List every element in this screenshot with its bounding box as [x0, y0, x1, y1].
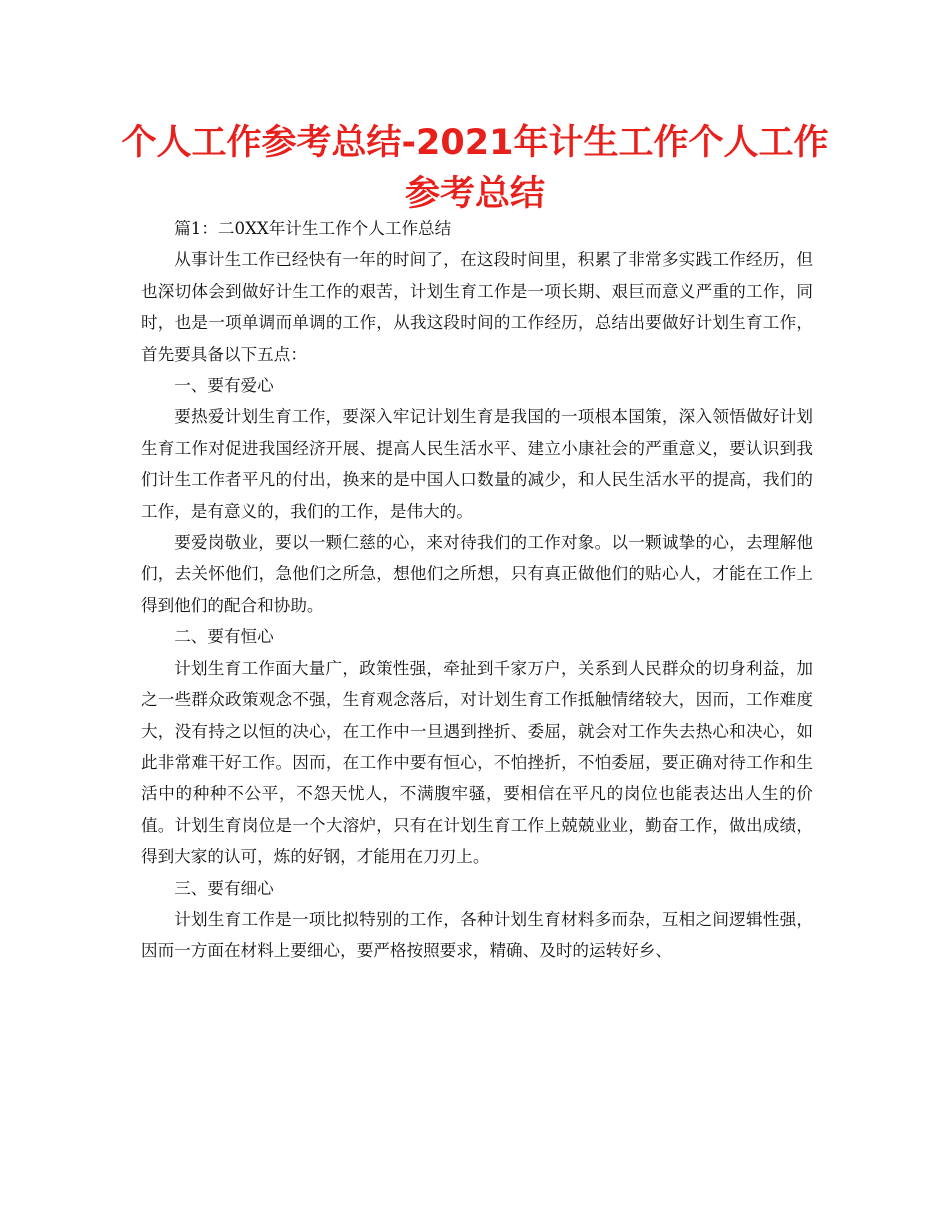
paragraph-love-2: 要爱岗敬业，要以一颗仁慈的心，来对待我们的工作对象。以一颗诚挚的心，去理解他们，去关怀他们，急他们之所急，想他们之所想，只有真正做他们的贴心人，才能在工作上得到他们的配合和协助。 — [141, 533, 813, 615]
section-heading-carefulness: 三、要有细心 — [174, 878, 274, 898]
section-heading-love: 一、要有爱心 — [174, 376, 274, 396]
paragraph-love-1: 要热爱计划生育工作，要深入牢记计划生育是我国的一项根本国策，深入领悟做好计划生育工作对促进我国经济开展、提高人民生活水平、建立小康社会的严重意义，要认识到我们计生工作者平凡的付出，换来的是中国人口数量的减少，和人民生活水平的提高，我们的工作，是有意义的，我们的工作，是伟大的。 — [141, 407, 813, 521]
document-title: 个人工作参考总结-2021年计生工作个人工作参考总结 — [121, 123, 829, 214]
document-body — [141, 213, 813, 967]
paragraph-carefulness: 计划生育工作是一项比拟特别的工作，各种计划生育材料多而杂，互相之间逻辑性强，因而一方面在材料上要细心，要严格按照要求，精确、及时的运转好乡、 — [141, 909, 813, 961]
paragraph-intro: 从事计生工作已经快有一年的时间了，在这段时间里，积累了非常多实践工作经历，但也深切体会到做好计生工作的艰苦，计划生育工作是一项长期、艰巨而意义严重的工作，同时，也是一项单调而单调的工作，从我这段时间的工作经历，总结出要做好计划生育工作，首先要具备以下五点： — [141, 250, 813, 364]
paragraph-heading-article: 篇1：二0XX年计生工作个人工作总结 — [174, 219, 452, 238]
paragraph-perseverance: 计划生育工作面大量广，政策性强，牵扯到千家万户，关系到人民群众的切身利益，加之一些群众政策观念不强，生育观念落后，对计划生育工作抵触情绪较大，因而，工作难度大，没有持之以恒的决心，在工作中一旦遇到挫折、委屈，就会对工作失去热心和决心，如此非常难干好工作。因而，在工作中要有恒心，不怕挫折，不怕委屈，要正确对待工作和生活中的种种不公平，不怨天忧人，不满腹牢骚，要相信在平凡的岗位也能表达出人生的价值。计划生育岗位是一个大溶炉，只有在计划生育工作上兢兢业业，勤奋工作，做出成绩，得到大家的认可，炼的好钢，才能用在刀刃上。 — [141, 658, 813, 867]
section-heading-perseverance: 二、要有恒心 — [174, 627, 274, 647]
